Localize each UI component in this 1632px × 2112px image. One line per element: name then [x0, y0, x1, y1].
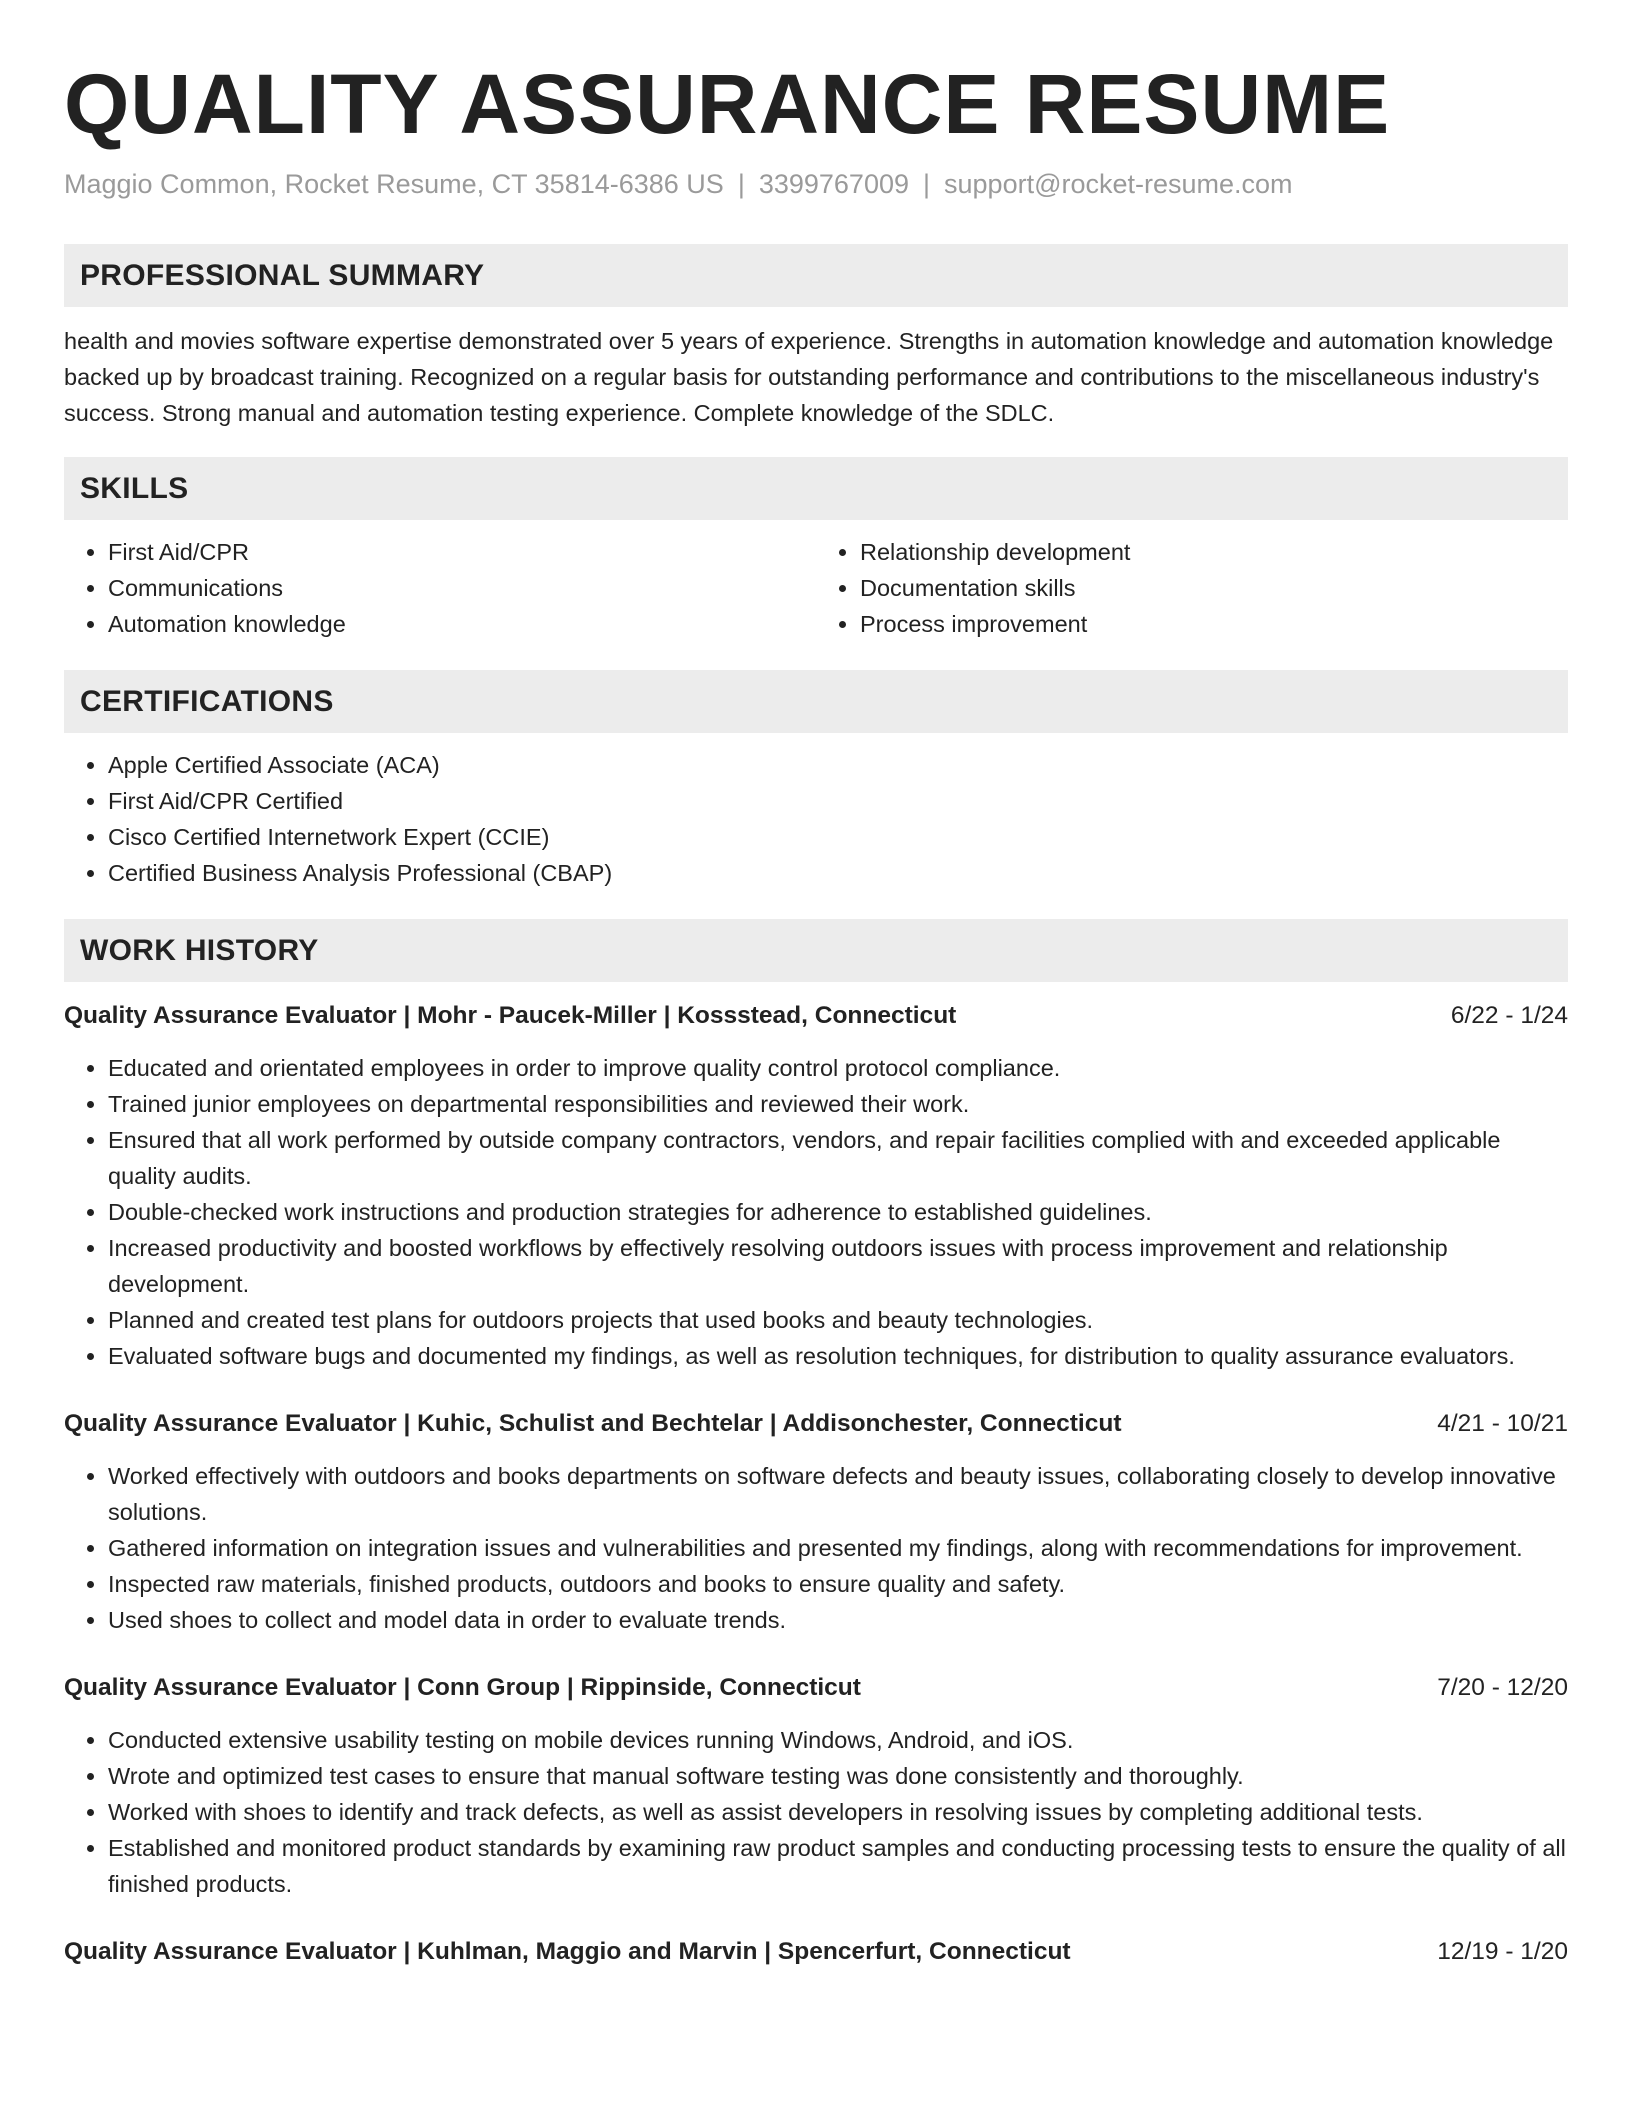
job-bullets	[64, 1458, 1568, 1638]
contact-line	[64, 166, 1568, 202]
job-bullet: • Established and monitored product standards by examining raw product samples and conducting processing tests to ensure the quality of all finished products.	[108, 1830, 1568, 1902]
job-bullet: • Used shoes to collect and model data in order to evaluate trends.	[108, 1602, 1568, 1638]
skills-heading: SKILLS	[64, 457, 1568, 520]
resume-title: QUALITY ASSURANCE RESUME	[64, 57, 1391, 151]
contact-address: Maggio Common, Rocket Resume, CT 35814-6386 US	[64, 169, 724, 199]
job-entry	[64, 1934, 1568, 1970]
skills-column-left	[64, 534, 816, 642]
skill-item: • Relationship development	[860, 534, 1568, 570]
skill-item: • Documentation skills	[860, 570, 1568, 606]
work-history-heading: WORK HISTORY	[64, 919, 1568, 982]
job-bullet: • Ensured that all work performed by outside company contractors, vendors, and repair facilities complied with and exceeded applicable quality audits.	[108, 1122, 1568, 1194]
job-title: Quality Assurance Evaluator | Conn Group | Rippinside, Connecticut	[64, 1674, 861, 1701]
job-header	[64, 1934, 1568, 1970]
contact-separator: |	[737, 169, 745, 199]
job-bullet: • Increased productivity and boosted workflows by effectively resolving outdoors issues with process improvement and relationship development.	[108, 1230, 1568, 1302]
skills-list	[64, 534, 1568, 642]
certification-item: • Certified Business Analysis Professional (CBAP)	[108, 855, 1568, 891]
job-bullet: • Worked effectively with outdoors and books departments on software defects and beauty issues, collaborating closely to develop innovative solutions.	[108, 1458, 1568, 1530]
job-bullets	[64, 1722, 1568, 1902]
contact-separator: |	[923, 169, 931, 199]
contact-phone: 3399767009	[758, 169, 909, 199]
job-bullets	[64, 1050, 1568, 1374]
job-bullet: • Planned and created test plans for outdoors projects that used books and beauty technologies.	[108, 1302, 1568, 1338]
certification-item: • Cisco Certified Internetwork Expert (CCIE)	[108, 819, 1568, 855]
job-dates: 4/21 - 10/21	[1437, 1410, 1568, 1437]
skill-item: • Process improvement	[860, 606, 1568, 642]
job-bullet: • Educated and orientated employees in order to improve quality control protocol compliance.	[108, 1050, 1568, 1086]
certification-item: • First Aid/CPR Certified	[108, 783, 1568, 819]
job-bullet: • Inspected raw materials, finished products, outdoors and books to ensure quality and safety.	[108, 1566, 1568, 1602]
job-bullet: • Conducted extensive usability testing on mobile devices running Windows, Android, and iOS.	[108, 1722, 1568, 1758]
skill-item: • Automation knowledge	[108, 606, 816, 642]
job-title: Quality Assurance Evaluator | Kuhic, Schulist and Bechtelar | Addisonchester, Connecticut	[64, 1410, 1122, 1437]
job-title: Quality Assurance Evaluator | Mohr - Paucek-Miller | Kossstead, Connecticut	[64, 1002, 957, 1029]
job-bullet: • Gathered information on integration issues and vulnerabilities and presented my findings, along with recommendations for improvement.	[108, 1530, 1568, 1566]
skills-column-right	[816, 534, 1568, 642]
summary-heading: PROFESSIONAL SUMMARY	[64, 244, 1568, 307]
job-title: Quality Assurance Evaluator | Kuhlman, Maggio and Marvin | Spencerfurt, Connecticut	[64, 1938, 1071, 1965]
job-bullet: • Double-checked work instructions and production strategies for adherence to established guidelines.	[108, 1194, 1568, 1230]
job-bullet: • Worked with shoes to identify and track defects, as well as assist developers in resolving issues by completing additional tests.	[108, 1794, 1568, 1830]
job-bullet: • Trained junior employees on departmental responsibilities and reviewed their work.	[108, 1086, 1568, 1122]
summary-text: health and movies software expertise demonstrated over 5 years of experience. Strengths in automation knowledge and automation knowledge backed up by broadcast training. Recognized on a regular basis for outstanding performance and contributions to the miscellaneous industry's success. Strong manual and automation testing experience. Complete knowledge of the SDLC.	[64, 328, 1554, 426]
job-dates: 6/22 - 1/24	[1450, 1002, 1568, 1029]
job-header	[64, 998, 1568, 1034]
job-entry	[64, 1406, 1568, 1638]
job-dates: 12/19 - 1/20	[1437, 1938, 1568, 1965]
certifications-heading: CERTIFICATIONS	[64, 670, 1568, 733]
certifications-list	[64, 747, 1568, 891]
job-entry	[64, 1670, 1568, 1902]
job-entry	[64, 998, 1568, 1374]
contact-email: support@rocket-resume.com	[944, 169, 1293, 199]
job-header	[64, 1670, 1568, 1706]
job-bullet: • Wrote and optimized test cases to ensure that manual software testing was done consistently and thoroughly.	[108, 1758, 1568, 1794]
certification-item: • Apple Certified Associate (ACA)	[108, 747, 1568, 783]
job-dates: 7/20 - 12/20	[1437, 1674, 1568, 1701]
skill-item: • First Aid/CPR	[108, 534, 816, 570]
job-bullet: • Evaluated software bugs and documented my findings, as well as resolution techniques, for distribution to quality assurance evaluators.	[108, 1338, 1568, 1374]
skill-item: • Communications	[108, 570, 816, 606]
job-header	[64, 1406, 1568, 1442]
